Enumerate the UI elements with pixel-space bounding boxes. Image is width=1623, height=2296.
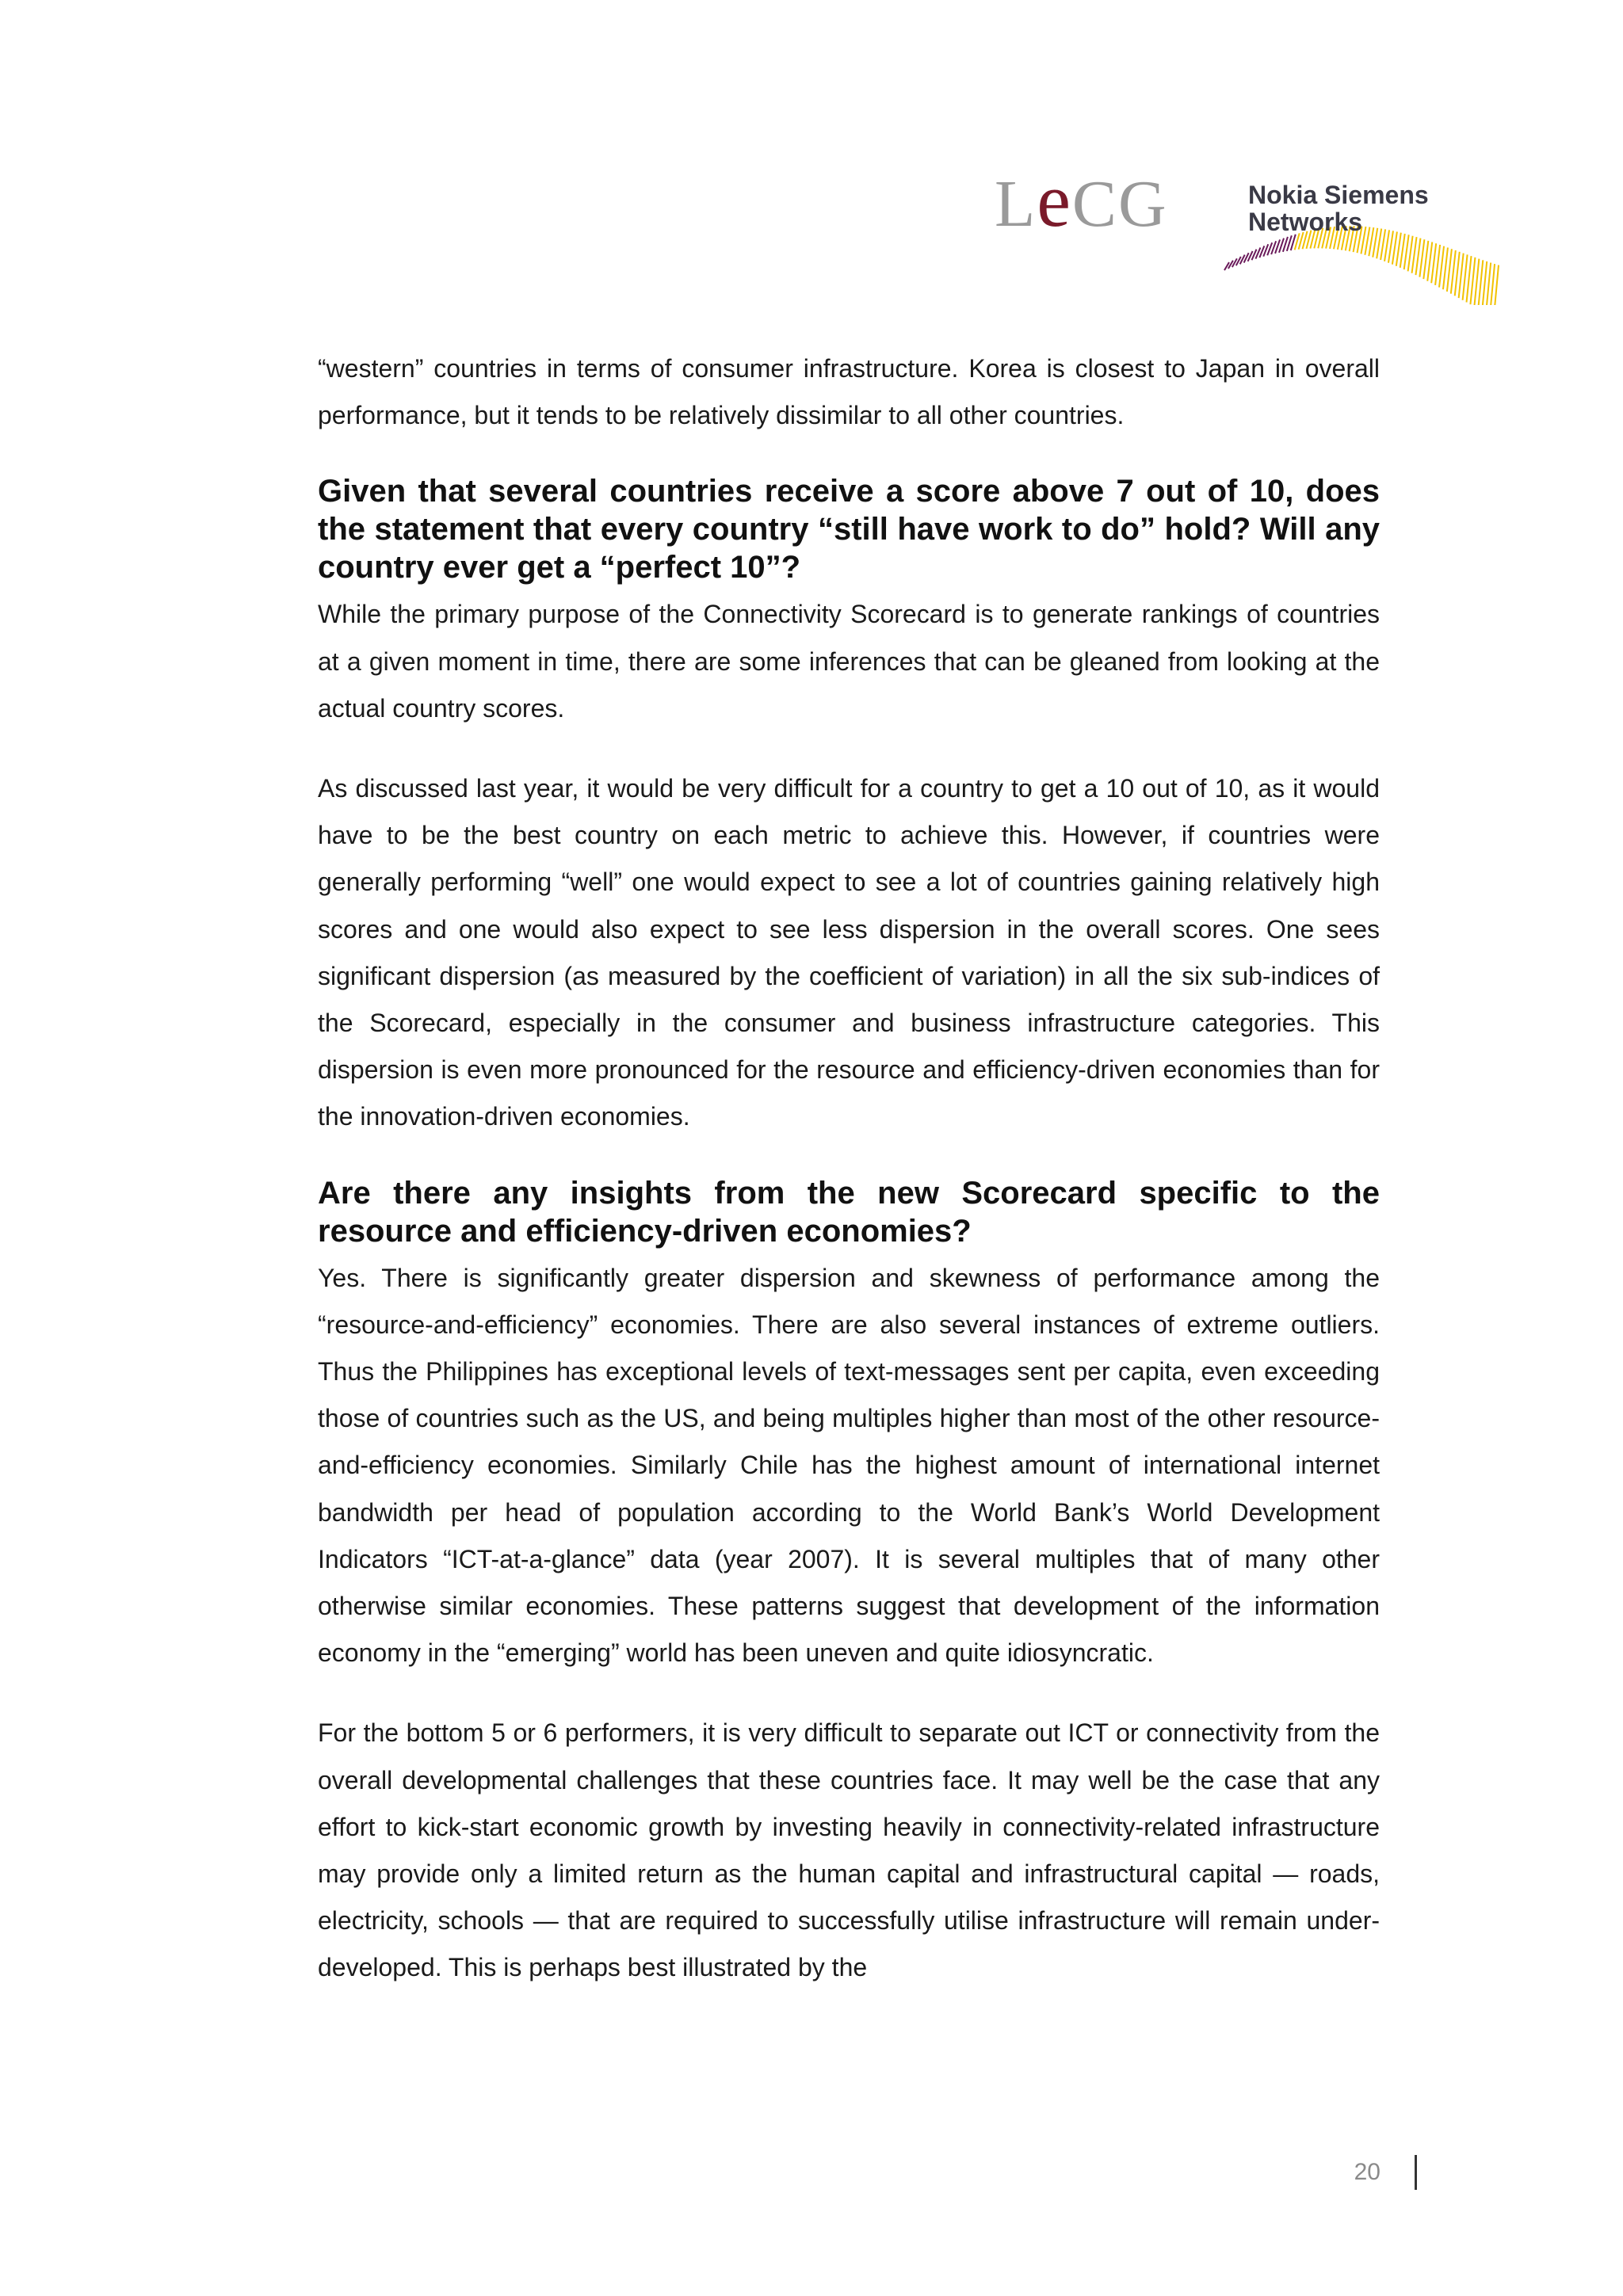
wave-stroke xyxy=(1228,261,1233,269)
lecg-logo xyxy=(995,158,1168,242)
paragraph-4: Yes. There is significantly greater dispersion and skewness of performance among the “resource-and-efficiency” economies. There are also several instances of extreme outliers. Thus the Philippines has exceptional levels of text-messages sent per capita, even exceeding those of countries such as the US, and being multiples higher than most of the other resource-and-efficiency economies. Similarly Chile has the highest amount of international internet bandwidth per head of population according to the World Bank’s World Development Indicators “ICT-at-a-glance” data (year 2007). It is several multiples that of many other otherwise similar economies. These patterns suggest that development of the information economy in the “emerging” world has been uneven and quite idiosyncratic. xyxy=(318,1263,1380,1668)
lecg-logo-l: L xyxy=(995,167,1037,241)
paragraph-5: For the bottom 5 or 6 performers, it is very difficult to separate out ICT or connectivity from the overall developmental challenges that these countries face. It may well be the case that any effort to kick-start economic growth by investing heavily in connectivity-related infrastructure may provide only a limited return as the human capital and infrastructural capital — roads, electricity, schools — that are required to successfully utilise infrastructure will remain under-developed. This is perhaps best illustrated by the xyxy=(318,1718,1380,1982)
nokia-siemens-networks-logo-text xyxy=(1248,181,1429,235)
nsn-line2: Networks xyxy=(1248,208,1363,236)
paragraph-2: While the primary purpose of the Connectivity Scorecard is to generate rankings of countries at a given moment in time, there are some inferences that can be gleaned from looking at the actual country scores. xyxy=(318,600,1380,723)
paragraph-1: “western” countries in terms of consumer infrastructure. Korea is closest to Japan in overall performance, but it tends to be relatively dissimilar to all other countries. xyxy=(318,354,1380,430)
wave-stroke xyxy=(1236,257,1241,265)
header-logos xyxy=(995,158,1502,305)
footer-divider xyxy=(1415,2155,1417,2190)
document-body xyxy=(318,345,1380,1992)
section-heading-perfect-10: Given that several countries receive a score above 7 out of 10, does the statement that every country “still have work to do” hold? Will any country ever get a “perfect 10”? xyxy=(318,474,1380,585)
lecg-logo-cg: CG xyxy=(1071,167,1168,241)
paragraph-3: As discussed last year, it would be very difficult for a country to get a 10 out of 10, as it would have to be the best country on each metric to achieve this. However, if countries were generally performing “well” one would expect to see a lot of countries gaining relatively high scores and one would also expect to see less dispersion in the overall scores. One sees significant dispersion (as measured by the coefficient of variation) in all the six sub-indices of the Scorecard, especially in the consumer and business infrastructure categories. This dispersion is even more pronounced for the resource and efficiency-driven economies than for the innovation-driven economies. xyxy=(318,774,1380,1131)
wave-stroke xyxy=(1232,258,1237,267)
wave-stroke xyxy=(1224,262,1229,270)
nsn-line1: Nokia Siemens xyxy=(1248,181,1429,209)
lecg-logo-e: e xyxy=(1037,158,1072,242)
section-heading-resource-efficiency: Are there any insights from the new Scorecard specific to the resource and efficiency-driven economies? xyxy=(318,1175,1380,1249)
page-number: 20 xyxy=(1354,2159,1381,2185)
